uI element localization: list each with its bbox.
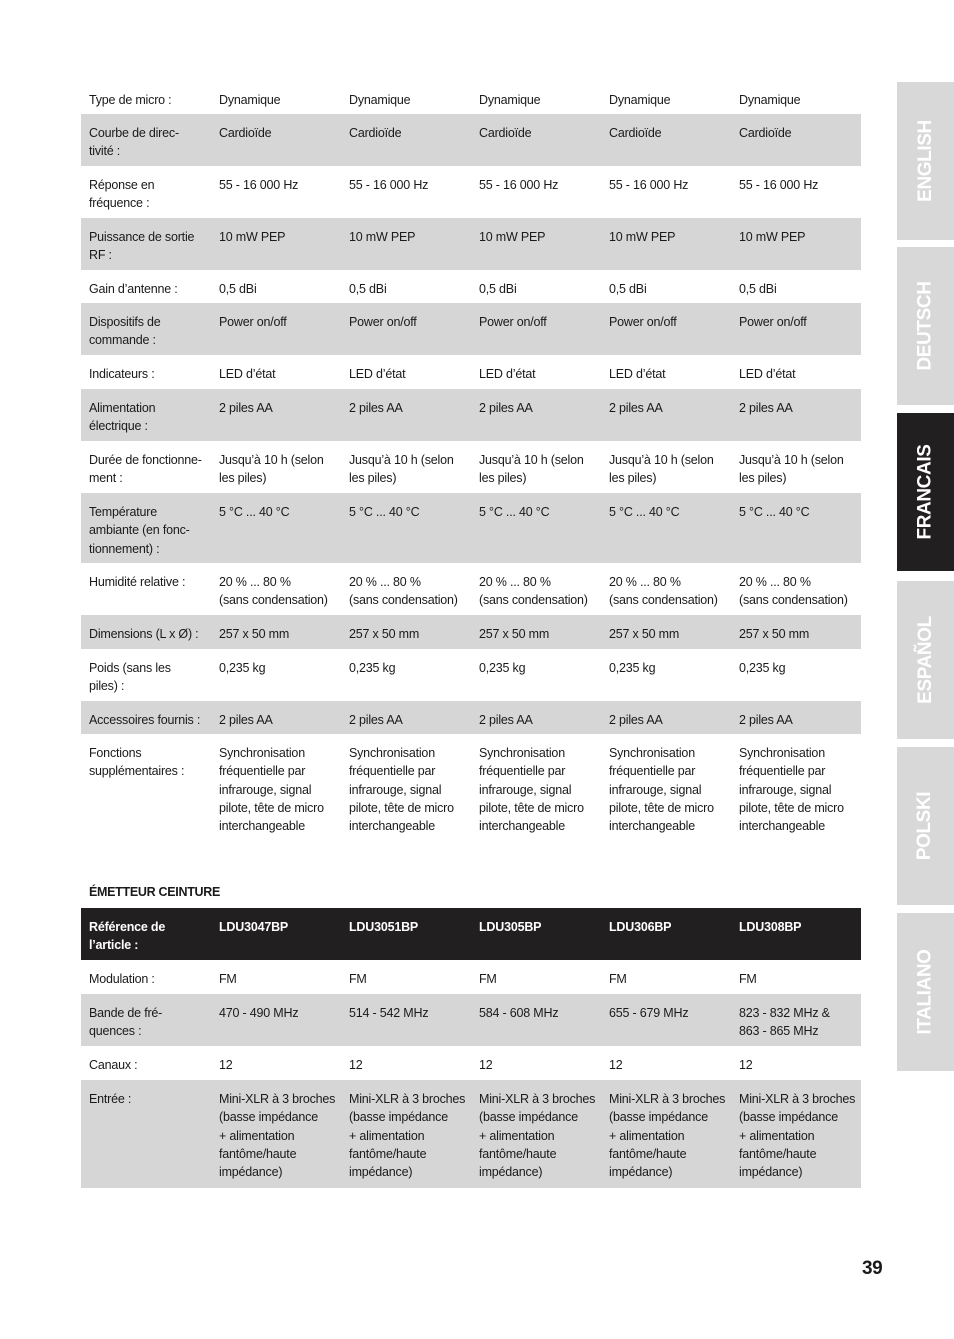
table-row	[81, 389, 861, 441]
language-tab-label: DEUTSCH	[914, 281, 936, 371]
spec-value: 0,5 dBi	[739, 282, 777, 296]
spec-value: 257 x 50 mm	[341, 615, 471, 649]
spec-value: 12	[739, 1058, 753, 1072]
spec-value: Mini-XLR à 3 broches (basse impédance + alimentation fantôme/haute impédance)	[471, 1080, 601, 1188]
spec-value: 12	[609, 1058, 623, 1072]
spec-value: Dynamique	[739, 93, 801, 107]
spec-value: 5 °C ... 40 °C	[601, 493, 731, 563]
spec-value: 584 - 608 MHz	[471, 994, 601, 1046]
spec-value: 2 piles AA	[341, 701, 471, 734]
spec-value: 10 mW PEP	[341, 218, 471, 270]
spec-label: Indicateurs :	[89, 367, 155, 381]
table-row	[81, 355, 861, 389]
spec-value: Mini-XLR à 3 broches (basse impédance + alimentation fantôme/haute impédance)	[211, 1080, 341, 1188]
spec-label: Réponse en fréquence :	[89, 178, 155, 211]
spec-value: Power on/off	[211, 303, 341, 355]
spec-value: 514 - 542 MHz	[341, 994, 471, 1046]
spec-value: 55 - 16 000 Hz	[739, 178, 819, 192]
spec-value: Dynamique	[479, 93, 541, 107]
spec-value: 2 piles AA	[341, 389, 471, 441]
section-heading-beltpack-transmitter: ÉMETTEUR CEINTURE	[89, 885, 221, 899]
language-tab-polski[interactable]	[897, 747, 954, 905]
spec-value: Power on/off	[471, 303, 601, 355]
spec-value: 2 piles AA	[731, 389, 861, 441]
spec-value: 2 piles AA	[731, 701, 861, 734]
spec-value: 10 mW PEP	[731, 218, 861, 270]
spec-value: Power on/off	[601, 303, 731, 355]
spec-value: Synchronisation fréquentielle par infrarouge, signal pilote, tête de micro interchangeable	[479, 746, 584, 834]
spec-label: Durée de fonctionne- ment :	[89, 453, 202, 486]
spec-label: Fonctions supplémentaires :	[89, 746, 185, 779]
spec-label: Dimensions (L x Ø) :	[81, 615, 211, 649]
language-tab-label: POLSKI	[914, 791, 936, 861]
spec-value: 2 piles AA	[211, 389, 341, 441]
spec-value: 0,235 kg	[349, 661, 396, 675]
language-tab-deutsch[interactable]	[897, 247, 954, 405]
spec-value: Dynamique	[609, 93, 671, 107]
spec-table-body	[81, 908, 861, 1188]
table-row	[81, 563, 861, 615]
table-row	[81, 960, 861, 994]
spec-value: 0,235 kg	[219, 661, 266, 675]
spec-value: 2 piles AA	[211, 701, 341, 734]
spec-value: 0,235 kg	[609, 661, 656, 675]
table-row	[81, 270, 861, 303]
spec-value: 5 °C ... 40 °C	[211, 493, 341, 563]
spec-value: 12	[479, 1058, 493, 1072]
spec-label: Dispositifs de commande :	[81, 303, 211, 355]
spec-value: Jusqu’à 10 h (selon les piles)	[219, 453, 324, 486]
spec-value: Cardioïde	[211, 114, 341, 166]
spec-value: Synchronisation fréquentielle par infrarouge, signal pilote, tête de micro interchangeable	[739, 746, 844, 834]
spec-value: 10 mW PEP	[211, 218, 341, 270]
language-tab-label: ENGLISH	[914, 120, 936, 202]
language-tab-label: ESPAÑOL	[914, 616, 936, 704]
table-row	[81, 441, 861, 493]
microphone-spec-table	[81, 82, 861, 842]
language-tab-espanol[interactable]	[897, 581, 954, 739]
spec-value: LED d’état	[219, 367, 276, 381]
table-row	[81, 615, 861, 649]
spec-label: Gain d’antenne :	[89, 282, 178, 296]
page-number: 39	[862, 1258, 883, 1279]
table-row	[81, 82, 861, 114]
spec-value: LDU306BP	[601, 908, 731, 960]
spec-value: 2 piles AA	[471, 701, 601, 734]
spec-value: 0,5 dBi	[609, 282, 647, 296]
language-tab-italiano[interactable]	[897, 913, 954, 1071]
spec-value: Synchronisation fréquentielle par infrarouge, signal pilote, tête de micro interchangeable	[609, 746, 714, 834]
spec-value: FM	[609, 972, 627, 986]
table-row	[81, 218, 861, 270]
table-header-row	[81, 908, 861, 960]
table-row	[81, 493, 861, 563]
table-row	[81, 1046, 861, 1080]
spec-label: Canaux :	[89, 1058, 138, 1072]
spec-value: Synchronisation fréquentielle par infrarouge, signal pilote, tête de micro interchangeable	[219, 746, 324, 834]
spec-value: 257 x 50 mm	[731, 615, 861, 649]
spec-label: Poids (sans les piles) :	[89, 661, 171, 694]
language-tab-label: FRANCAIS	[914, 444, 936, 540]
spec-value: 20 % ... 80 % (sans condensation)	[479, 575, 588, 608]
spec-label: Référence de l’article :	[81, 908, 211, 960]
spec-value: Dynamique	[219, 93, 281, 107]
spec-label: Humidité relative :	[89, 575, 186, 589]
spec-value: Cardioïde	[471, 114, 601, 166]
table-row	[81, 734, 861, 842]
spec-value: 12	[349, 1058, 363, 1072]
spec-value: Cardioïde	[731, 114, 861, 166]
spec-value: Mini-XLR à 3 broches (basse impédance + alimentation fantôme/haute impédance)	[731, 1080, 861, 1188]
spec-value: 257 x 50 mm	[471, 615, 601, 649]
language-tab-english[interactable]	[897, 82, 954, 240]
spec-label: Alimentation électrique :	[81, 389, 211, 441]
spec-value: 5 °C ... 40 °C	[731, 493, 861, 563]
spec-value: Jusqu’à 10 h (selon les piles)	[739, 453, 844, 486]
spec-value: 20 % ... 80 % (sans condensation)	[219, 575, 328, 608]
spec-value: Jusqu’à 10 h (selon les piles)	[609, 453, 714, 486]
spec-value: 0,5 dBi	[479, 282, 517, 296]
spec-value: LED d’état	[349, 367, 406, 381]
spec-value: Mini-XLR à 3 broches (basse impédance + alimentation fantôme/haute impédance)	[341, 1080, 471, 1188]
spec-value: Power on/off	[341, 303, 471, 355]
spec-value: 55 - 16 000 Hz	[479, 178, 559, 192]
table-row	[81, 166, 861, 218]
language-tab-label: ITALIANO	[914, 949, 936, 1035]
spec-value: 823 - 832 MHz & 863 - 865 MHz	[731, 994, 861, 1046]
spec-value: 2 piles AA	[601, 701, 731, 734]
language-tab-francais[interactable]	[897, 413, 954, 571]
spec-value: LDU305BP	[471, 908, 601, 960]
spec-value: 0,235 kg	[479, 661, 526, 675]
spec-value: LDU3051BP	[341, 908, 471, 960]
spec-value: 55 - 16 000 Hz	[349, 178, 429, 192]
table-row	[81, 303, 861, 355]
spec-value: Dynamique	[349, 93, 411, 107]
spec-label: Puissance de sortie RF :	[81, 218, 211, 270]
table-row	[81, 114, 861, 166]
spec-value: LED d’état	[739, 367, 796, 381]
spec-value: 20 % ... 80 % (sans condensation)	[609, 575, 718, 608]
spec-value: 0,235 kg	[739, 661, 786, 675]
table-row	[81, 1080, 861, 1188]
spec-value: 257 x 50 mm	[211, 615, 341, 649]
spec-value: 655 - 679 MHz	[601, 994, 731, 1046]
spec-table-body	[81, 82, 861, 842]
beltpack-spec-table	[81, 908, 861, 1188]
spec-value: FM	[479, 972, 497, 986]
spec-label: Bande de fré- quences :	[81, 994, 211, 1046]
spec-value: LDU3047BP	[211, 908, 341, 960]
spec-value: Cardioïde	[601, 114, 731, 166]
spec-value: 10 mW PEP	[471, 218, 601, 270]
table-row	[81, 649, 861, 701]
spec-value: 257 x 50 mm	[601, 615, 731, 649]
spec-value: 55 - 16 000 Hz	[609, 178, 689, 192]
spec-value: Mini-XLR à 3 broches (basse impédance + alimentation fantôme/haute impédance)	[601, 1080, 731, 1188]
spec-label: Type de micro :	[89, 93, 172, 107]
spec-value: 5 °C ... 40 °C	[341, 493, 471, 563]
spec-value: Jusqu’à 10 h (selon les piles)	[479, 453, 584, 486]
spec-value: 10 mW PEP	[601, 218, 731, 270]
spec-value: Power on/off	[731, 303, 861, 355]
spec-value: LDU308BP	[731, 908, 861, 960]
table-row	[81, 994, 861, 1046]
spec-label: Température ambiante (en fonc- tionnement) :	[81, 493, 211, 563]
spec-value: Synchronisation fréquentielle par infrarouge, signal pilote, tête de micro interchangeable	[349, 746, 454, 834]
spec-value: LED d’état	[479, 367, 536, 381]
spec-value: 55 - 16 000 Hz	[219, 178, 299, 192]
spec-value: 0,5 dBi	[349, 282, 387, 296]
spec-value: 20 % ... 80 % (sans condensation)	[739, 575, 848, 608]
spec-value: 2 piles AA	[601, 389, 731, 441]
spec-label: Courbe de direc- tivité :	[81, 114, 211, 166]
spec-value: 5 °C ... 40 °C	[471, 493, 601, 563]
spec-value: LED d’état	[609, 367, 666, 381]
spec-value: 0,5 dBi	[219, 282, 257, 296]
spec-value: FM	[219, 972, 237, 986]
spec-label: Entrée :	[81, 1080, 211, 1188]
spec-value: 20 % ... 80 % (sans condensation)	[349, 575, 458, 608]
spec-label: Modulation :	[89, 972, 155, 986]
spec-value: Jusqu’à 10 h (selon les piles)	[349, 453, 454, 486]
spec-value: 2 piles AA	[471, 389, 601, 441]
spec-value: 12	[219, 1058, 233, 1072]
table-row	[81, 701, 861, 734]
spec-value: FM	[349, 972, 367, 986]
spec-value: FM	[739, 972, 757, 986]
spec-label: Accessoires fournis :	[81, 701, 211, 734]
spec-value: 470 - 490 MHz	[211, 994, 341, 1046]
spec-value: Cardioïde	[341, 114, 471, 166]
